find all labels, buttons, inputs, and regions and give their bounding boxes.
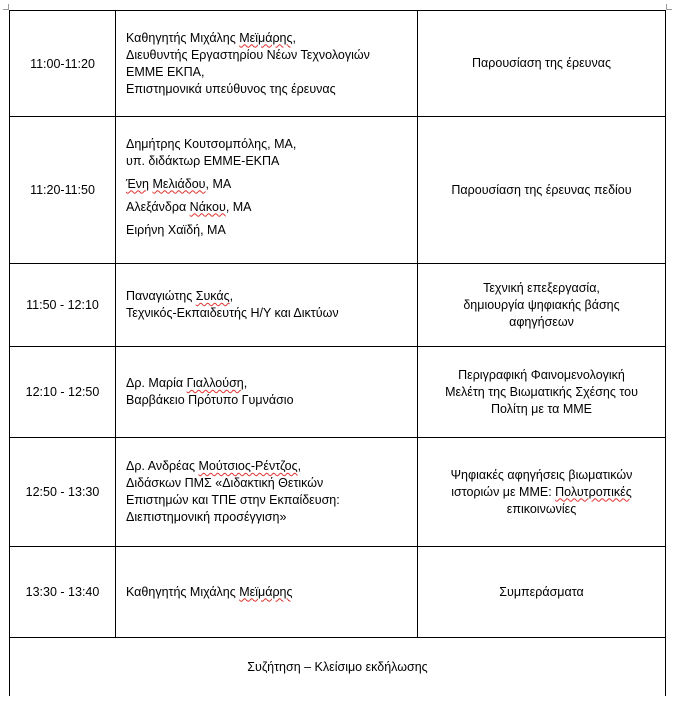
program-table <box>9 10 666 696</box>
speaker-line: Δρ. Ανδρέας Μούτσιος-Ρέντζος, <box>126 459 302 473</box>
table-row <box>10 438 666 547</box>
speaker-cell <box>116 11 418 117</box>
table-row-footer <box>10 638 666 697</box>
speaker-line: Διευθυντής Εργαστηρίου Νέων Τεχνολογιών <box>126 47 370 62</box>
page-corner-mark-right <box>666 4 672 10</box>
time-cell <box>10 547 116 638</box>
speaker-line: Βαρβάκειο Πρότυπο Γυμνάσιο <box>126 393 294 407</box>
spellcheck-flagged-word: Πολυτροπικές <box>555 484 632 499</box>
speaker-line: Αλεξάνδρα Νάκου, ΜΑ <box>126 199 252 214</box>
table-row <box>10 347 666 438</box>
spellcheck-flagged-word: Νάκου <box>189 199 226 214</box>
speaker-line: Τεχνικός-Εκπαιδευτής Η/Υ και Δικτύων <box>126 306 339 320</box>
spellcheck-flagged-word: Συκάς <box>195 289 230 303</box>
topic-line: Πολίτη με τα ΜΜΕ <box>490 401 592 416</box>
speaker-cell <box>116 438 418 547</box>
time-slot: 11:20-11:50 <box>30 183 95 197</box>
speaker-line: Παναγιώτης Συκάς, <box>126 289 234 303</box>
topic-line: ιστοριών με ΜΜΕ: Πολυτροπικές <box>451 484 632 499</box>
program-table-body <box>10 11 666 638</box>
topic-line: Παρουσίαση της έρευνας πεδίου <box>451 182 632 197</box>
topic-line: Ψηφιακές αφηγήσεις βιωματικών <box>450 467 633 482</box>
speaker-line: Δρ. Μαρία Γιαλλούση, <box>126 376 248 390</box>
table-row <box>10 264 666 347</box>
speaker-line: Διεπιστημονική προσέγγιση» <box>126 510 287 524</box>
time-slot: 12:50 - 13:30 <box>25 485 100 499</box>
topic-cell <box>418 264 666 347</box>
time-slot: 11:00-11:20 <box>30 56 95 71</box>
time-cell <box>10 11 116 117</box>
spellcheck-flagged-word: Μεϊμάρης <box>239 30 293 45</box>
spellcheck-flagged-word: Μεϊμάρης <box>239 584 293 599</box>
spellcheck-flagged-word: Μούτσιος-Ρέντζος <box>198 459 298 473</box>
time-cell <box>10 264 116 347</box>
time-slot: 13:30 - 13:40 <box>25 585 100 599</box>
topic-cell <box>418 547 666 638</box>
speaker-line: Ένη Μελιάδου, ΜΑ <box>126 176 232 191</box>
speaker-line: Διδάσκων ΠΜΣ «Διδακτική Θετικών <box>126 476 324 490</box>
speaker-cell <box>116 547 418 638</box>
topic-line: Περιγραφική Φαινομενολογική <box>458 367 625 382</box>
topic-line: Τεχνική επεξεργασία, <box>483 280 600 295</box>
speaker-line: Ειρήνη Χαϊδή, ΜΑ <box>126 222 226 237</box>
topic-line: Συμπεράσματα <box>499 584 584 599</box>
table-row <box>10 117 666 264</box>
speaker-line: Επιστημονικά υπεύθυνος της έρευνας <box>126 81 336 96</box>
topic-line: αφηγήσεων <box>509 314 574 329</box>
topic-cell <box>418 117 666 264</box>
topic-line: Παρουσίαση της έρευνας <box>472 56 611 70</box>
spellcheck-flagged-word: Γιαλλούση <box>186 376 244 390</box>
time-cell <box>10 347 116 438</box>
time-cell <box>10 438 116 547</box>
speaker-line: Καθηγητής Μιχάλης Μεϊμάρης <box>126 584 293 599</box>
speaker-cell <box>116 264 418 347</box>
topic-cell <box>418 347 666 438</box>
speaker-line: ΕΜΜΕ ΕΚΠΑ, <box>126 64 205 79</box>
topic-cell <box>418 11 666 117</box>
table-row <box>10 11 666 117</box>
speaker-line: Επιστημών και ΤΠΕ στην Εκπαίδευση: <box>126 493 340 507</box>
time-slot: 12:10 - 12:50 <box>25 385 100 399</box>
table-row <box>10 547 666 638</box>
speaker-line: Καθηγητής Μιχάλης Μεϊμάρης, <box>126 30 297 45</box>
speaker-cell <box>116 347 418 438</box>
closing-text: Συζήτηση – Κλείσιμο εκδήλωσης <box>247 660 428 674</box>
topic-cell <box>418 438 666 547</box>
topic-line: επικοινωνίες <box>506 501 577 516</box>
spellcheck-flagged-word: Μελιάδου <box>152 176 206 191</box>
topic-line: Μελέτη της Βιωματικής Σχέσης του <box>445 384 638 399</box>
speaker-cell <box>116 117 418 264</box>
spellcheck-flagged-word: Ένη <box>126 176 150 191</box>
topic-line: δημιουργία ψηφιακής βάσης <box>463 297 620 312</box>
time-cell <box>10 117 116 264</box>
time-slot: 11:50 - 12:10 <box>26 298 99 312</box>
speaker-line: υπ. διδάκτωρ ΕΜΜΕ-ΕΚΠΑ <box>126 153 280 168</box>
closing-cell <box>10 638 666 697</box>
speaker-line: Δημήτρης Κουτσομπόλης, ΜΑ, <box>126 136 297 151</box>
